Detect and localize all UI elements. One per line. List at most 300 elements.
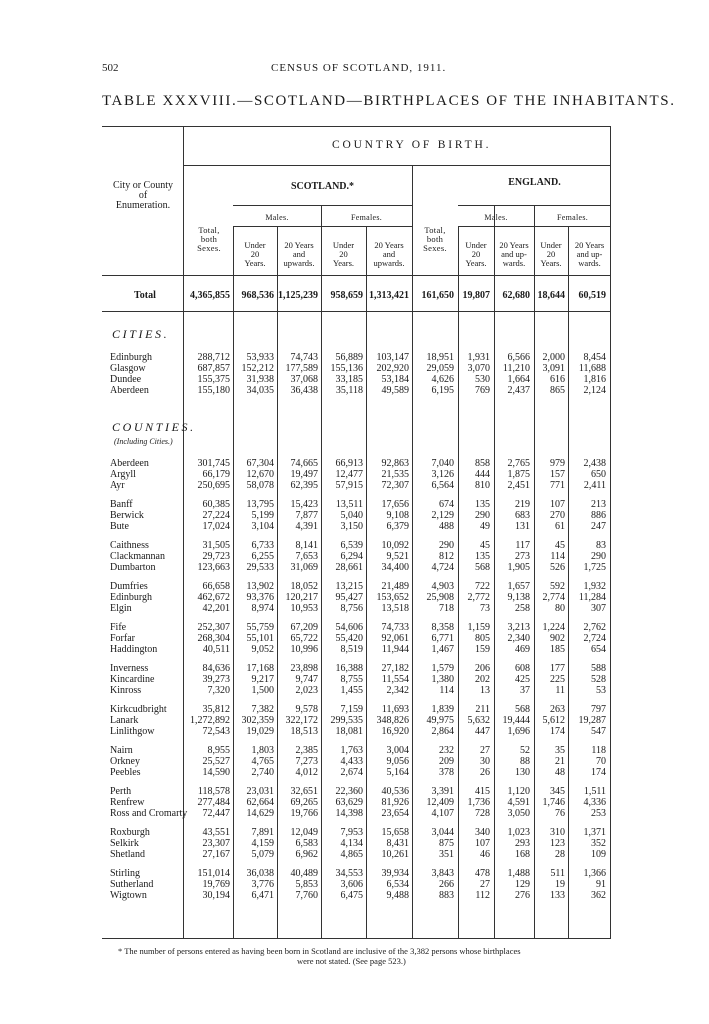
county-row-cell: 263 <box>550 704 565 715</box>
county-row-label: Ross and Cromarty <box>110 808 188 819</box>
county-row-cell: 7,877 <box>295 510 318 521</box>
county-row-cell: 2,772 <box>467 592 490 603</box>
county-row-cell: 135 <box>475 499 490 510</box>
county-row-cell: 206 <box>475 663 490 674</box>
county-row-cell: 1,120 <box>507 786 530 797</box>
county-row-cell: 3,050 <box>507 808 530 819</box>
county-row-cell: 1,023 <box>507 827 530 838</box>
city-row-cell: 31,938 <box>246 374 274 385</box>
county-row-cell: 49 <box>480 521 490 532</box>
section-counties: COUNTIES. <box>112 420 196 434</box>
county-row-label: Edinburgh <box>110 592 153 603</box>
county-row-cell: 112 <box>475 890 490 901</box>
county-row-cell: 2,129 <box>431 510 454 521</box>
section-counties-note: (Including Cities.) <box>114 437 173 446</box>
county-row-cell: 252,307 <box>197 622 230 633</box>
county-row-cell: 310 <box>550 827 565 838</box>
county-row-cell: 12,477 <box>335 469 363 480</box>
county-row-cell: 1,366 <box>583 868 606 879</box>
county-row-cell: 10,261 <box>381 849 409 860</box>
county-row-cell: 1,511 <box>583 786 606 797</box>
county-row-label: Sutherland <box>110 879 154 890</box>
county-row-cell: 30,194 <box>202 890 230 901</box>
county-row-cell: 268,304 <box>197 633 230 644</box>
county-row-cell: 6,379 <box>386 521 409 532</box>
county-row-cell: 1,905 <box>507 562 530 573</box>
county-row-cell: 66,179 <box>202 469 230 480</box>
county-row-cell: 55,759 <box>246 622 274 633</box>
county-row-cell: 53 <box>596 685 606 696</box>
county-row-cell: 26 <box>480 767 490 778</box>
county-row-cell: 858 <box>475 458 490 469</box>
county-row-cell: 157 <box>550 469 565 480</box>
scotland-england-divider <box>412 165 413 938</box>
county-row-cell: 6,771 <box>431 633 454 644</box>
county-row-label: Nairn <box>110 745 133 756</box>
county-row-label: Haddington <box>110 644 158 655</box>
county-row-cell: 4,724 <box>431 562 454 573</box>
col-heading-20-upwards: 20 Years and up- wards. <box>574 240 605 268</box>
scotland-heading: SCOTLAND.* <box>290 181 355 192</box>
county-row-cell: 4,865 <box>340 849 363 860</box>
country-rule <box>183 165 611 166</box>
county-row-cell: 7,273 <box>295 756 318 767</box>
page-number: 502 <box>102 62 119 74</box>
county-row-cell: 225 <box>550 674 565 685</box>
county-row-cell: 511 <box>550 868 565 879</box>
county-row-cell: 290 <box>475 510 490 521</box>
county-row-cell: 1,159 <box>467 622 490 633</box>
county-row-cell: 3,004 <box>386 745 409 756</box>
county-row-cell: 568 <box>475 562 490 573</box>
county-row-label: Elgin <box>110 603 132 614</box>
city-row-cell: 865 <box>550 385 565 396</box>
county-row-label: Shetland <box>110 849 145 860</box>
city-row-cell: 6,195 <box>431 385 454 396</box>
county-row-cell: 27,167 <box>202 849 230 860</box>
county-row-cell: 290 <box>439 540 454 551</box>
col-divider <box>458 226 459 938</box>
county-row-cell: 72,543 <box>202 726 230 737</box>
city-row-cell: 56,889 <box>335 352 363 363</box>
county-row-cell: 258 <box>515 603 530 614</box>
county-row-cell: 270 <box>550 510 565 521</box>
city-row-cell: 3,091 <box>542 363 565 374</box>
county-row-cell: 13,795 <box>246 499 274 510</box>
county-row-cell: 29,533 <box>246 562 274 573</box>
city-row-cell: 616 <box>550 374 565 385</box>
county-row-label: Renfrew <box>110 797 145 808</box>
england-females-heading: Females. <box>556 213 589 222</box>
county-row-cell: 9,108 <box>386 510 409 521</box>
county-row-cell: 13,518 <box>381 603 409 614</box>
county-row-cell: 6,294 <box>340 551 363 562</box>
county-row-cell: 45 <box>555 540 565 551</box>
county-row-cell: 4,159 <box>251 838 274 849</box>
county-row-label: Fife <box>110 622 127 633</box>
county-row-cell: 293 <box>515 838 530 849</box>
county-row-label: Bute <box>110 521 129 532</box>
county-row-label: Orkney <box>110 756 140 767</box>
county-row-label: Kinross <box>110 685 142 696</box>
total-row-cell: 18,644 <box>537 290 565 301</box>
county-row-cell: 84,636 <box>202 663 230 674</box>
county-row-cell: 2,385 <box>295 745 318 756</box>
col-divider <box>321 205 322 938</box>
col-heading-under-20: Under 20 Years. <box>540 240 562 268</box>
footnote: * The number of persons entered as having been born in Scotland are inclusive of the 3,382 persons whose birthplaces <box>118 946 521 956</box>
county-row-cell: 7,953 <box>340 827 363 838</box>
county-row-cell: 7,760 <box>295 890 318 901</box>
county-row-cell: 425 <box>515 674 530 685</box>
county-row-cell: 123,663 <box>197 562 230 573</box>
county-row-cell: 177 <box>550 663 565 674</box>
county-row-cell: 55,420 <box>335 633 363 644</box>
county-row-cell: 109 <box>591 849 606 860</box>
city-row-cell: 152,212 <box>241 363 274 374</box>
county-row-cell: 4,391 <box>295 521 318 532</box>
sex-rule <box>233 226 412 227</box>
county-row-cell: 345 <box>550 786 565 797</box>
county-row-cell: 979 <box>550 458 565 469</box>
county-row-cell: 592 <box>550 581 565 592</box>
county-row-cell: 168 <box>515 849 530 860</box>
county-row-cell: 34,400 <box>381 562 409 573</box>
county-row-cell: 1,467 <box>431 644 454 655</box>
county-row-cell: 14,590 <box>202 767 230 778</box>
county-row-cell: 8,756 <box>340 603 363 614</box>
table-bottom-rule <box>102 938 611 939</box>
city-row-cell: 29,059 <box>426 363 454 374</box>
county-row-cell: 23,307 <box>202 838 230 849</box>
county-row-cell: 340 <box>475 827 490 838</box>
city-row-cell: 202,920 <box>376 363 409 374</box>
county-row-cell: 36,038 <box>246 868 274 879</box>
county-row-cell: 45 <box>480 540 490 551</box>
county-row-cell: 83 <box>596 540 606 551</box>
city-row-cell: 155,180 <box>197 385 230 396</box>
county-row-cell: 415 <box>475 786 490 797</box>
county-row-cell: 66,658 <box>202 581 230 592</box>
county-row-cell: 40,511 <box>202 644 230 655</box>
city-row-cell: 530 <box>475 374 490 385</box>
county-row-cell: 6,583 <box>295 838 318 849</box>
county-row-cell: 307 <box>591 603 606 614</box>
city-row-cell: 1,816 <box>583 374 606 385</box>
county-row-cell: 13,215 <box>335 581 363 592</box>
county-row-cell: 11 <box>555 685 565 696</box>
county-row-cell: 118,578 <box>197 786 230 797</box>
county-row-cell: 462,672 <box>197 592 230 603</box>
col-divider <box>568 226 569 938</box>
county-row-cell: 67,209 <box>290 622 318 633</box>
county-row-cell: 76 <box>555 808 565 819</box>
county-row-cell: 7,159 <box>340 704 363 715</box>
county-row-cell: 1,455 <box>340 685 363 696</box>
city-row-label: Dundee <box>110 374 142 385</box>
county-row-cell: 54,606 <box>335 622 363 633</box>
total-row-cell: 4,365,855 <box>190 290 230 301</box>
county-row-cell: 4,433 <box>340 756 363 767</box>
county-row-cell: 46 <box>480 849 490 860</box>
city-row-cell: 2,124 <box>583 385 606 396</box>
county-row-cell: 114 <box>439 685 454 696</box>
county-row-label: Dumbarton <box>110 562 156 573</box>
county-row-cell: 81,926 <box>381 797 409 808</box>
county-row-cell: 2,864 <box>431 726 454 737</box>
county-row-cell: 27,182 <box>381 663 409 674</box>
city-row-cell: 35,118 <box>335 385 363 396</box>
county-row-cell: 2,765 <box>507 458 530 469</box>
county-row-cell: 19,766 <box>290 808 318 819</box>
county-row-cell: 25,908 <box>426 592 454 603</box>
county-row-cell: 10,953 <box>290 603 318 614</box>
county-row-cell: 18,081 <box>335 726 363 737</box>
county-row-cell: 153,652 <box>376 592 409 603</box>
county-row-cell: 654 <box>591 644 606 655</box>
col-heading-under-20: Under 20 Years. <box>465 240 487 268</box>
county-row-cell: 348,826 <box>376 715 409 726</box>
total-row-label: Total <box>134 290 156 301</box>
footnote-continuation: were not stated. (See page 523.) <box>297 956 406 966</box>
county-row-cell: 95,427 <box>335 592 363 603</box>
county-row-cell: 277,484 <box>197 797 230 808</box>
county-row-cell: 70 <box>596 756 606 767</box>
county-row-cell: 13 <box>480 685 490 696</box>
city-row-cell: 3,070 <box>467 363 490 374</box>
county-row-cell: 17,168 <box>246 663 274 674</box>
county-row-cell: 526 <box>550 562 565 573</box>
county-row-cell: 378 <box>439 767 454 778</box>
county-row-cell: 6,564 <box>431 480 454 491</box>
city-row-cell: 74,743 <box>290 352 318 363</box>
county-row-cell: 25,527 <box>202 756 230 767</box>
county-row-cell: 52 <box>520 745 530 756</box>
county-row-cell: 11,693 <box>381 704 409 715</box>
county-row-cell: 3,776 <box>251 879 274 890</box>
county-row-cell: 49,975 <box>426 715 454 726</box>
county-row-cell: 28 <box>555 849 565 860</box>
county-row-cell: 133 <box>550 890 565 901</box>
county-row-cell: 60,385 <box>202 499 230 510</box>
county-row-cell: 5,079 <box>251 849 274 860</box>
county-row-cell: 151,014 <box>197 868 230 879</box>
section-cities: CITIES. <box>112 327 170 341</box>
county-row-cell: 17,024 <box>202 521 230 532</box>
county-row-cell: 650 <box>591 469 606 480</box>
scotland-females-heading: Females. <box>350 213 383 222</box>
city-row-cell: 1,664 <box>507 374 530 385</box>
county-row-label: Dumfries <box>110 581 148 592</box>
scotland-males-heading: Males. <box>265 213 289 222</box>
county-row-cell: 23,898 <box>290 663 318 674</box>
header-bottom-rule <box>102 275 611 276</box>
county-row-cell: 185 <box>550 644 565 655</box>
county-row-cell: 6,255 <box>251 551 274 562</box>
county-row-cell: 6,534 <box>386 879 409 890</box>
total-row-cell: 958,659 <box>330 290 363 301</box>
county-row-cell: 1,803 <box>251 745 274 756</box>
city-row-cell: 53,933 <box>246 352 274 363</box>
city-row-cell: 11,688 <box>578 363 606 374</box>
county-row-cell: 40,536 <box>381 786 409 797</box>
county-row-cell: 2,438 <box>583 458 606 469</box>
county-row-label: Ayr <box>110 480 125 491</box>
county-row-cell: 290 <box>591 551 606 562</box>
county-row-cell: 608 <box>515 663 530 674</box>
stub-heading: City or County of Enumeration. <box>112 180 173 211</box>
county-row-cell: 4,107 <box>431 808 454 819</box>
county-row-cell: 2,674 <box>340 767 363 778</box>
county-row-label: Kirkcudbright <box>110 704 167 715</box>
county-row-cell: 2,774 <box>542 592 565 603</box>
city-row-cell: 37,068 <box>290 374 318 385</box>
county-row-cell: 174 <box>550 726 565 737</box>
county-row-cell: 8,755 <box>340 674 363 685</box>
county-row-label: Kincardine <box>110 674 155 685</box>
county-row-cell: 7,040 <box>431 458 454 469</box>
county-row-label: Wigtown <box>110 890 147 901</box>
county-row-cell: 14,398 <box>335 808 363 819</box>
county-row-cell: 1,380 <box>431 674 454 685</box>
county-row-cell: 58,078 <box>246 480 274 491</box>
county-row-cell: 3,843 <box>431 868 454 879</box>
county-row-cell: 728 <box>475 808 490 819</box>
county-row-label: Stirling <box>110 868 141 879</box>
county-row-cell: 11,944 <box>381 644 409 655</box>
county-row-cell: 3,606 <box>340 879 363 890</box>
county-row-cell: 8,358 <box>431 622 454 633</box>
county-row-cell: 74,665 <box>290 458 318 469</box>
county-row-cell: 547 <box>591 726 606 737</box>
city-row-cell: 34,035 <box>246 385 274 396</box>
col-divider <box>494 205 495 938</box>
county-row-cell: 9,488 <box>386 890 409 901</box>
county-row-cell: 10,996 <box>290 644 318 655</box>
county-row-cell: 3,391 <box>431 786 454 797</box>
total-row-cell: 62,680 <box>502 290 530 301</box>
county-row-cell: 902 <box>550 633 565 644</box>
county-row-cell: 16,920 <box>381 726 409 737</box>
county-row-cell: 2,411 <box>583 480 606 491</box>
county-row-label: Berwick <box>110 510 144 521</box>
col-heading-20-upwards: 20 Years and upwards. <box>283 240 315 268</box>
county-row-cell: 805 <box>475 633 490 644</box>
county-row-cell: 19,029 <box>246 726 274 737</box>
county-row-cell: 107 <box>475 838 490 849</box>
county-row-cell: 11,284 <box>578 592 606 603</box>
nation-rule <box>458 205 611 206</box>
col-divider <box>534 205 535 938</box>
county-row-cell: 129 <box>515 879 530 890</box>
county-row-cell: 74,733 <box>381 622 409 633</box>
county-row-cell: 88 <box>520 756 530 767</box>
city-row-cell: 103,147 <box>376 352 409 363</box>
county-row-cell: 447 <box>475 726 490 737</box>
col-heading-under-20: Under 20 Years. <box>244 240 266 268</box>
county-row-cell: 48 <box>555 767 565 778</box>
county-row-cell: 23,654 <box>381 808 409 819</box>
county-row-cell: 232 <box>439 745 454 756</box>
county-row-cell: 62,664 <box>246 797 274 808</box>
county-row-cell: 37 <box>520 685 530 696</box>
county-row-cell: 27 <box>480 879 490 890</box>
county-row-cell: 276 <box>515 890 530 901</box>
county-row-cell: 5,164 <box>386 767 409 778</box>
county-row-cell: 302,359 <box>241 715 274 726</box>
county-row-label: Peebles <box>110 767 141 778</box>
county-row-cell: 4,012 <box>295 767 318 778</box>
county-row-cell: 1,696 <box>507 726 530 737</box>
county-row-cell: 812 <box>439 551 454 562</box>
county-row-cell: 266 <box>439 879 454 890</box>
county-row-cell: 13,902 <box>246 581 274 592</box>
county-row-cell: 6,539 <box>340 540 363 551</box>
county-row-cell: 7,653 <box>295 551 318 562</box>
col-heading-20-upwards: 20 Years and upwards. <box>373 240 405 268</box>
total-bottom-rule <box>102 311 611 312</box>
county-row-cell: 1,488 <box>507 868 530 879</box>
county-row-cell: 202 <box>475 674 490 685</box>
county-row-cell: 40,489 <box>290 868 318 879</box>
county-row-cell: 1,839 <box>431 704 454 715</box>
county-row-cell: 469 <box>515 644 530 655</box>
city-row-label: Aberdeen <box>110 385 149 396</box>
col-divider <box>233 226 234 938</box>
county-row-cell: 21,489 <box>381 581 409 592</box>
county-row-cell: 3,126 <box>431 469 454 480</box>
country-of-birth-heading: COUNTRY OF BIRTH. <box>332 139 492 151</box>
city-row-cell: 8,454 <box>583 352 606 363</box>
county-row-cell: 4,336 <box>583 797 606 808</box>
county-row-cell: 8,955 <box>207 745 230 756</box>
county-row-cell: 683 <box>515 510 530 521</box>
county-row-cell: 131 <box>515 521 530 532</box>
county-row-cell: 444 <box>475 469 490 480</box>
county-row-label: Forfar <box>110 633 135 644</box>
county-row-cell: 130 <box>515 767 530 778</box>
county-row-cell: 1,763 <box>340 745 363 756</box>
county-row-cell: 114 <box>550 551 565 562</box>
county-row-cell: 2,724 <box>583 633 606 644</box>
county-row-cell: 588 <box>591 663 606 674</box>
city-row-cell: 288,712 <box>197 352 230 363</box>
county-row-cell: 8,431 <box>386 838 409 849</box>
county-row-cell: 9,747 <box>295 674 318 685</box>
county-row-cell: 2,740 <box>251 767 274 778</box>
city-row-cell: 769 <box>475 385 490 396</box>
county-row-cell: 15,658 <box>381 827 409 838</box>
county-row-cell: 31,069 <box>290 562 318 573</box>
county-row-cell: 62,395 <box>290 480 318 491</box>
city-row-cell: 1,931 <box>467 352 490 363</box>
running-head: CENSUS OF SCOTLAND, 1911. <box>271 62 447 74</box>
county-row-cell: 1,272,892 <box>190 715 230 726</box>
city-row-label: Edinburgh <box>110 352 153 363</box>
county-row-cell: 30 <box>480 756 490 767</box>
county-row-cell: 299,535 <box>330 715 363 726</box>
county-row-cell: 5,632 <box>467 715 490 726</box>
col-heading-under-20: Under 20 Years. <box>332 240 355 268</box>
county-row-cell: 1,579 <box>431 663 454 674</box>
county-row-cell: 91 <box>596 879 606 890</box>
county-row-cell: 478 <box>475 868 490 879</box>
county-row-cell: 6,475 <box>340 890 363 901</box>
county-row-cell: 8,141 <box>295 540 318 551</box>
county-row-label: Selkirk <box>110 838 139 849</box>
county-row-label: Banff <box>110 499 133 510</box>
county-row-cell: 209 <box>439 756 454 767</box>
